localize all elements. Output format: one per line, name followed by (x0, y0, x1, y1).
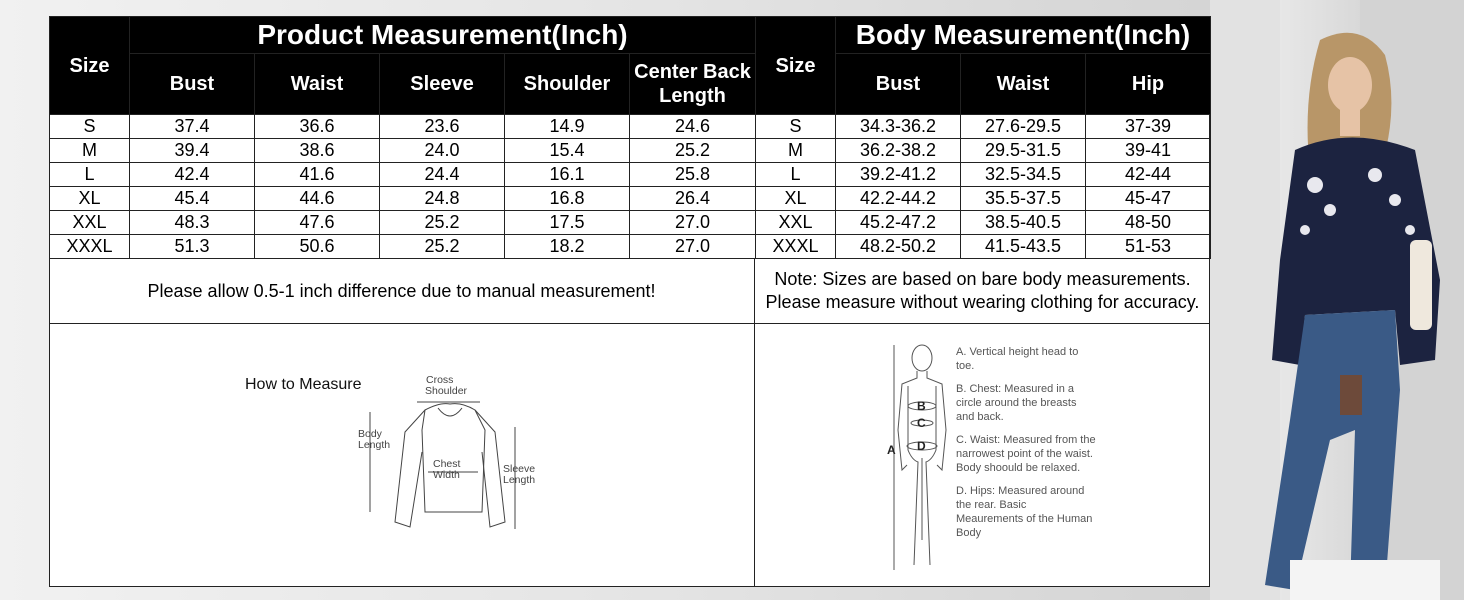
product-size-cell: M (50, 139, 130, 163)
table-cell: 25.8 (630, 163, 756, 187)
note-line-2: Please measure without wearing clothing for accuracy. (765, 292, 1200, 312)
table-cell: 42.4 (130, 163, 255, 187)
garment-diagram (350, 372, 550, 537)
legend-item-b: B. Chest: Measured in a circle around the breasts and back. (956, 383, 1077, 423)
table-cell: 32.5-34.5 (961, 163, 1086, 187)
table-cell: 45-47 (1086, 187, 1211, 211)
section-divider (754, 324, 755, 587)
chest-width-label-1: Chest (433, 458, 461, 470)
table-cell: 14.9 (505, 115, 630, 139)
table-cell: 25.2 (630, 139, 756, 163)
size-chart-table (49, 16, 1211, 259)
body-measurement-note (755, 259, 1210, 323)
body-col-bust: Bust (836, 54, 961, 115)
product-size-cell: S (50, 115, 130, 139)
table-cell: 16.8 (505, 187, 630, 211)
table-cell: 45.4 (130, 187, 255, 211)
product-size-header: Size (50, 17, 130, 115)
sleeve-length-label-2: Length (503, 474, 536, 486)
table-row (50, 235, 1211, 259)
table-cell: 42-44 (1086, 163, 1211, 187)
body-size-cell: S (756, 115, 836, 139)
body-table-title: Body Measurement(Inch) (836, 17, 1211, 54)
table-cell: 50.6 (255, 235, 380, 259)
legend-item-c: C. Waist: Measured from the narrowest point of the waist. Body shoould be relaxed. (956, 434, 1096, 474)
table-cell: 39-41 (1086, 139, 1211, 163)
product-col-waist: Waist (255, 54, 380, 115)
model-illustration (1210, 0, 1464, 600)
table-cell: 38.5-40.5 (961, 211, 1086, 235)
legend-item-d: D. Hips: Measured around the rear. Basic Meaurements of the Human Body (956, 485, 1093, 539)
table-cell: 18.2 (505, 235, 630, 259)
table-cell: 23.6 (380, 115, 505, 139)
body-figure-outline (894, 345, 946, 570)
table-cell: 45.2-47.2 (836, 211, 961, 235)
table-row (50, 211, 1211, 235)
product-col-shoulder: Shoulder (505, 54, 630, 115)
table-cell: 39.2-41.2 (836, 163, 961, 187)
marker-b: B (917, 399, 926, 413)
table-cell: 37.4 (130, 115, 255, 139)
table-cell: 24.6 (630, 115, 756, 139)
product-size-cell: L (50, 163, 130, 187)
body-size-cell: M (756, 139, 836, 163)
table-row (50, 139, 1211, 163)
cross-label-1: Cross (426, 374, 454, 386)
marker-c: C (917, 416, 926, 430)
table-cell: 15.4 (505, 139, 630, 163)
legend-item-a: A. Vertical height head to toe. (956, 346, 1079, 372)
body-length-label-2: Length (358, 439, 391, 451)
notes-row (49, 258, 1210, 324)
body-col-waist: Waist (961, 54, 1086, 115)
how-to-measure-title: How to Measure (245, 376, 362, 393)
body-figure-diagram (880, 340, 955, 575)
table-cell: 27.0 (630, 235, 756, 259)
product-col-sleeve: Sleeve (380, 54, 505, 115)
table-cell: 41.5-43.5 (961, 235, 1086, 259)
sleeve-length-label-1: Sleeve (503, 463, 536, 475)
table-cell: 35.5-37.5 (961, 187, 1086, 211)
body-measurement-legend (956, 345, 1096, 549)
table-cell: 34.3-36.2 (836, 115, 961, 139)
table-cell: 44.6 (255, 187, 380, 211)
model-photo (1210, 0, 1464, 600)
body-size-cell: XXXL (756, 235, 836, 259)
table-row (50, 187, 1211, 211)
body-size-cell: L (756, 163, 836, 187)
product-table-title: Product Measurement(Inch) (130, 17, 756, 54)
table-cell: 41.6 (255, 163, 380, 187)
body-col-hip: Hip (1086, 54, 1211, 115)
marker-d: D (917, 439, 926, 453)
body-length-label-1: Body (358, 428, 382, 440)
table-cell: 48-50 (1086, 211, 1211, 235)
table-cell: 27.6-29.5 (961, 115, 1086, 139)
table-row (50, 115, 1211, 139)
table-cell: 48.2-50.2 (836, 235, 961, 259)
table-cell: 16.1 (505, 163, 630, 187)
table-cell: 51-53 (1086, 235, 1211, 259)
table-cell: 27.0 (630, 211, 756, 235)
product-col-bust: Bust (130, 54, 255, 115)
table-cell: 24.0 (380, 139, 505, 163)
table-cell: 37-39 (1086, 115, 1211, 139)
table-cell: 24.4 (380, 163, 505, 187)
table-cell: 24.8 (380, 187, 505, 211)
table-cell: 36.2-38.2 (836, 139, 961, 163)
table-cell: 29.5-31.5 (961, 139, 1086, 163)
table-cell: 26.4 (630, 187, 756, 211)
table-cell: 36.6 (255, 115, 380, 139)
marker-a: A (887, 443, 896, 457)
product-size-cell: XXXL (50, 235, 130, 259)
table-cell: 39.4 (130, 139, 255, 163)
body-size-header: Size (756, 17, 836, 115)
table-cell: 25.2 (380, 211, 505, 235)
table-cell: 42.2-44.2 (836, 187, 961, 211)
table-cell: 48.3 (130, 211, 255, 235)
product-size-cell: XXL (50, 211, 130, 235)
body-size-cell: XXL (756, 211, 836, 235)
measurement-note: Please allow 0.5-1 inch difference due to manual measurement! (49, 259, 755, 323)
product-col-center-back-length: Center Back Length (630, 54, 756, 115)
table-cell: 25.2 (380, 235, 505, 259)
table-cell: 51.3 (130, 235, 255, 259)
cross-label-2: Shoulder (425, 385, 468, 397)
table-cell: 47.6 (255, 211, 380, 235)
chest-width-label-2: Width (433, 469, 460, 481)
body-size-cell: XL (756, 187, 836, 211)
table-row (50, 163, 1211, 187)
table-cell: 17.5 (505, 211, 630, 235)
note-line-1: Note: Sizes are based on bare body measurements. (774, 269, 1191, 289)
table-cell: 38.6 (255, 139, 380, 163)
product-size-cell: XL (50, 187, 130, 211)
